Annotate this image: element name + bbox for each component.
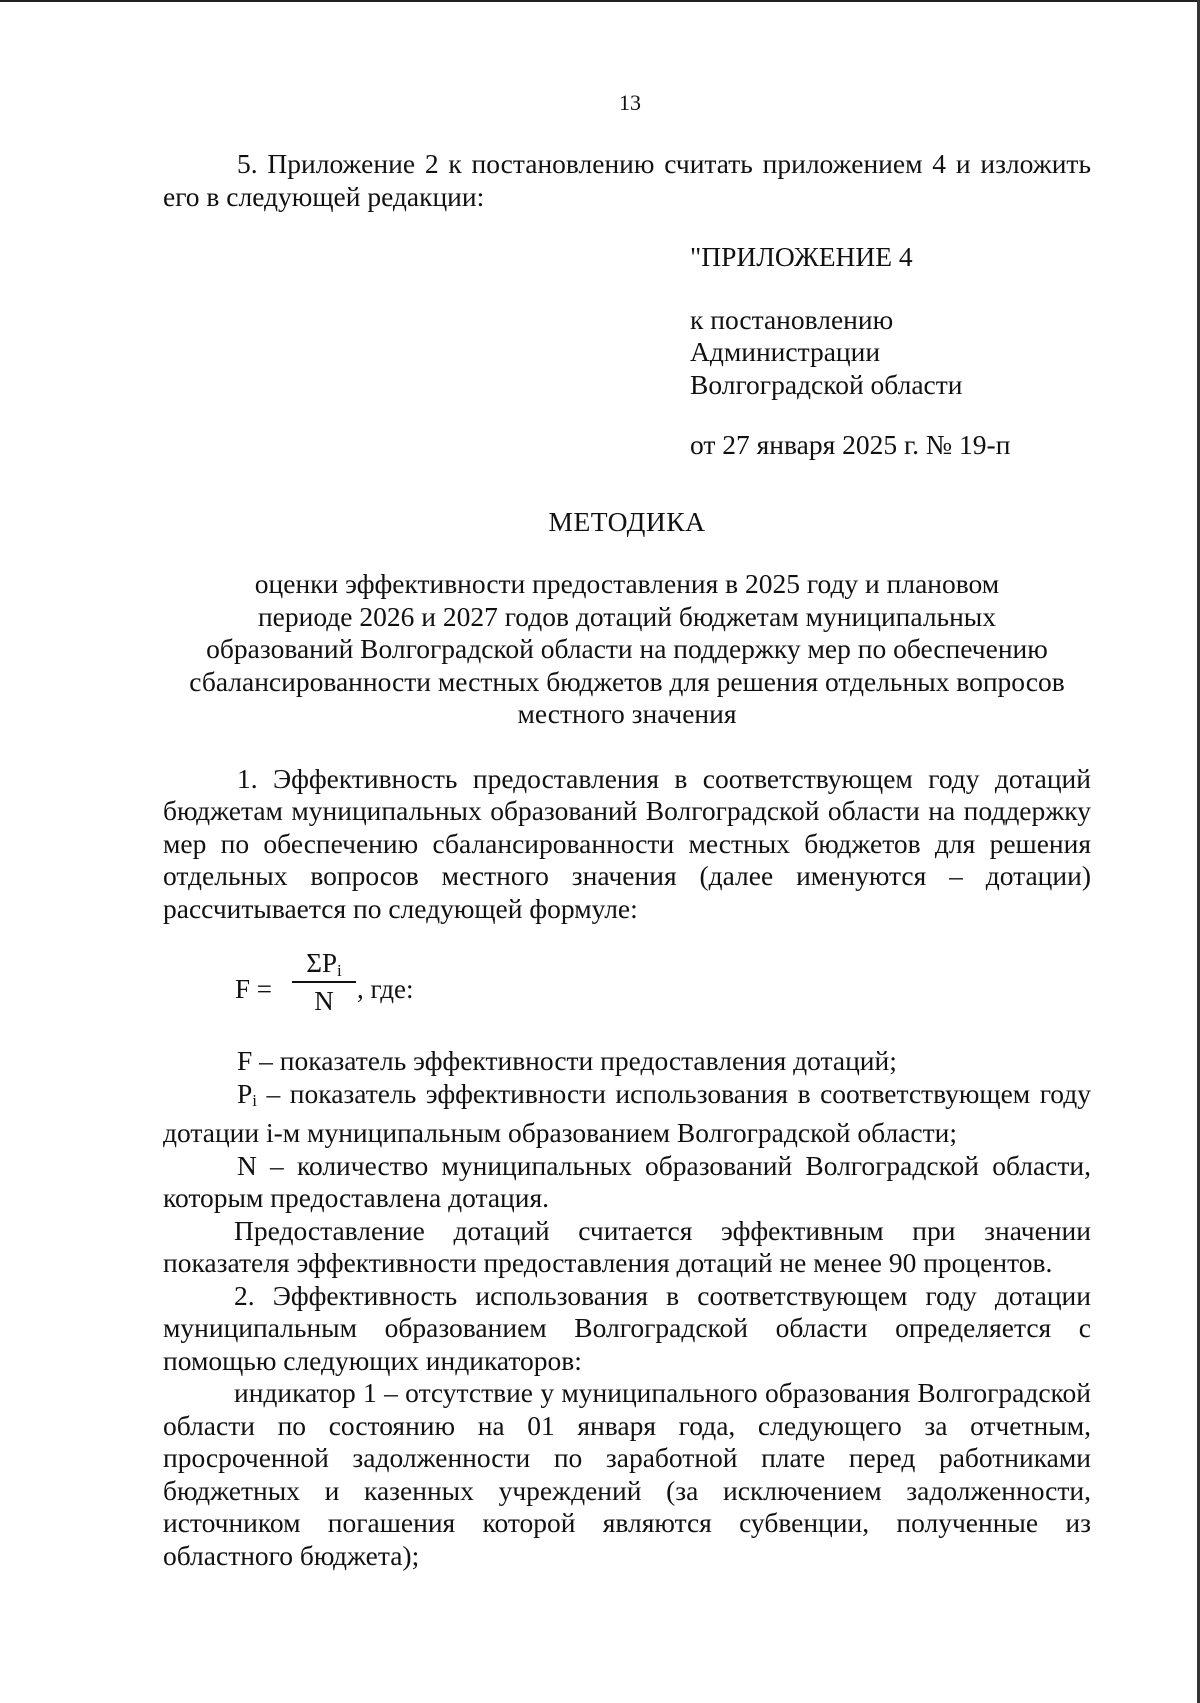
page-number: 13 xyxy=(619,90,641,115)
section-2-paragraph: 2. Эффективность использования в соответствующем году дотации муниципальным образованием Волгоградской области определяется с помощью следующих индикаторов: xyxy=(163,1279,1091,1376)
intro-paragraph: 5. Приложение 2 к постановлению считать приложением 4 и изложить его в следующей редакции: xyxy=(163,148,1091,212)
effectiveness-criterion: Предоставление дотаций считается эффективным при значении показателя эффективности предоставления дотаций не менее 90 процентов. xyxy=(163,1214,1091,1278)
subtitle-line: оценки эффективности предоставления в 2025 году и плановом xyxy=(254,568,1000,599)
formula-where: , где: xyxy=(357,974,414,1004)
appendix-line-1: к постановлению xyxy=(690,303,894,335)
document-subtitle xyxy=(163,568,1091,731)
appendix-date: от 27 января 2025 г. № 19-п xyxy=(690,429,1011,460)
definition-p xyxy=(163,1078,1091,1150)
definition-n: N – количество муниципальных образований Волгоградской области, которым предоставлена дотация. xyxy=(163,1149,1091,1213)
appendix-line-3: Волгоградской области xyxy=(690,368,963,400)
formula-numerator-main: ΣP xyxy=(306,948,337,978)
definition-p-symbol: P xyxy=(237,1077,253,1109)
subtitle-line: местного значения xyxy=(517,698,737,729)
formula-denominator: N xyxy=(314,985,334,1016)
efficiency-formula xyxy=(235,947,1091,1017)
indicator-1-paragraph: индикатор 1 – отсутствие у муниципального образования Волгоградской области по состоянию на 01 января года, следующего за отчетным, просроченной задолженности по заработной плате перед работниками бюджетных и казенных учреждений (за исключением задолженности, источником погашения которой являются субвенции, полученные из областного бюджета); xyxy=(163,1377,1091,1571)
document-body xyxy=(163,148,1091,1572)
formula-lhs: F = xyxy=(235,974,272,1004)
scan-edge-top xyxy=(0,0,1200,2)
subtitle-line: периоде 2026 и 2027 годов дотаций бюджетам муниципальных xyxy=(257,600,997,632)
formula-fraction xyxy=(292,947,356,1016)
formula-fraction-bar xyxy=(292,981,356,983)
formula-numerator-sub: i xyxy=(337,961,342,980)
appendix-heading: "ПРИЛОЖЕНИЕ 4 xyxy=(690,241,913,272)
document-title: МЕТОДИКА xyxy=(548,505,706,537)
subtitle-line: сбалансированности местных бюджетов для решения отдельных вопросов xyxy=(189,665,1065,697)
definition-p-subscript: i xyxy=(252,1090,258,1110)
section-1-paragraph: 1. Эффективность предоставления в соответствующем году дотаций бюджетам муниципальных образований Волгоградской области на поддержку мер по обеспечению сбалансированности местных бюджетов для решения отдельных вопросов местного значения (далее именуются – дотации) рассчитывается по следующей формуле: xyxy=(163,762,1091,924)
definition-f: F – показатель эффективности предоставления дотаций; xyxy=(237,1045,897,1076)
definition-p-text: – показатель эффективности использования в соответствующем году дотации i-м муниципальным образованием Волгоградской области; xyxy=(163,1077,1091,1148)
appendix-block xyxy=(690,241,1091,462)
definitions-block xyxy=(163,1045,1091,1280)
subtitle-line: образований Волгоградской области на поддержку мер по обеспечению xyxy=(206,633,1048,664)
formula-numerator xyxy=(292,947,356,979)
appendix-line-2: Администрации xyxy=(690,336,881,367)
